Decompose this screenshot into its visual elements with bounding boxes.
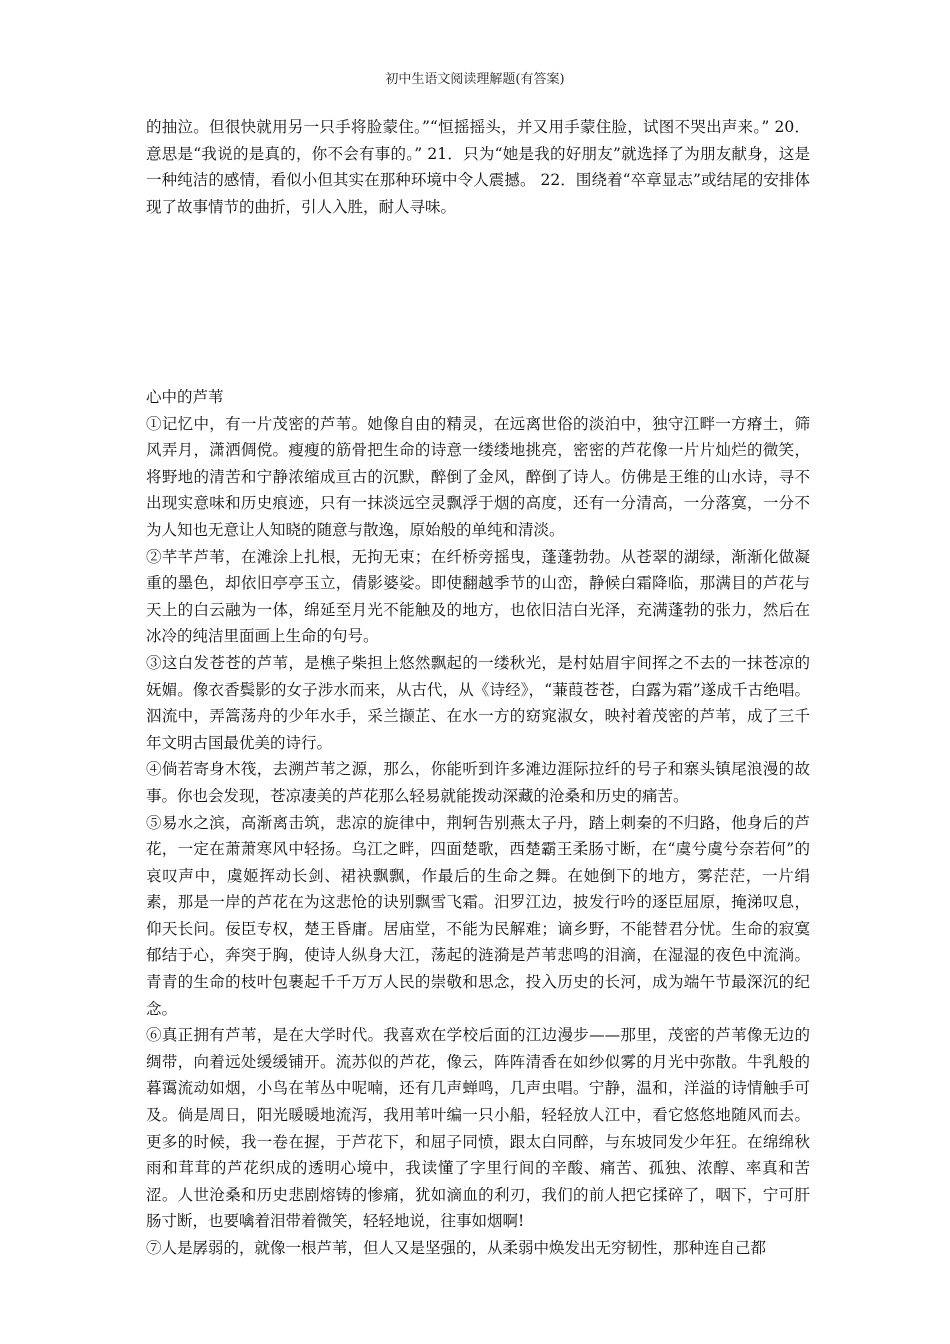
essay-paragraph-4: ④倘若寄身木筏，去溯芦苇之源，那么，你能听到许多滩边涯际拉纤的号子和寨头镇尾浪漫的故事。你也会发现，苍凉凄美的芦花那么轻易就能拨动深藏的沧桑和历史的痛苦。	[146, 760, 810, 805]
answer-section	[146, 114, 810, 220]
essay-paragraph-6: ⑥真正拥有芦苇，是在大学时代。我喜欢在学校后面的江边漫步——那里，茂密的芦苇像无边的绸带，向着远处缓缓铺开。流苏似的芦花，像云，阵阵清香在如纱似雾的月光中弥散。牛乳般的暮霭流动如烟，小鸟在苇丛中呢喃，还有几声蝉鸣，几声虫唱。宁静，温和，洋溢的诗情触手可及。倘是周日，阳光暖暖地流泻，我用苇叶编一只小船，轻轻放人江中，看它悠悠地随风而去。更多的时候，我一卷在握，于芦花下，和屈子同愤，跟太白同醉，与东坡同发少年狂。在绵绵秋雨和茸茸的芦花织成的透明心境中，我读懂了字里行间的辛酸、痛苦、孤独、浓醇、率真和苦涩。人世沧桑和历史悲剧熔铸的惨痛，犹如滴血的利刃，我们的前人把它揉碎了，咽下，宁可肝肠寸断，也要噙着泪带着微笑，轻轻地说，往事如烟啊!	[146, 1026, 810, 1231]
essay-paragraph-5: ⑤易水之滨，高渐离击筑，悲凉的旋律中，荆轲告别燕太子丹，踏上刺秦的不归路，他身后的芦花，一定在萧萧寒风中轻扬。乌江之畔，四面楚歌，西楚霸王柔肠寸断，在“虞兮虞兮奈若何”的哀叹声中，虞姬挥动长剑、裙袂飘飘，作最后的生命之舞。在她倒下的地方，雾茫茫，一片绢素，那是一岸的芦花在为这悲怆的诀别飘雪飞霜。汨罗江边，披发行吟的逐臣屈原，掩涕叹息，仰天长问。佞臣专权，楚王昏庸。居庙堂，不能为民解难；谪乡野，不能替君分忧。生命的寂寞郁结于心，奔突于胸，使诗人纵身大江，荡起的涟漪是芦苇悲鸣的泪滴，在湿湿的夜色中流淌。青青的生命的枝叶包裹起千千万万人民的崇敬和思念，投入历史的长河，成为端午节最深沉的纪念。	[146, 813, 810, 1018]
essay-paragraph-1: ①记忆中，有一片茂密的芦苇。她像自由的精灵，在远离世俗的淡泊中，独守江畔一方瘠土，筛风弄月，潇洒倜傥。瘦瘦的筋骨把生命的诗意一缕缕地挑亮，密密的芦花像一片片灿烂的微笑，将野地的清苦和宁静浓缩成亘古的沉默，醉倒了金风，醉倒了诗人。仿佛是王维的山水诗，寻不出现实意味和历史痕迹，只有一抹淡远空灵飘浮于烟的高度，还有一分清高，一分落寞，一分不为人知也无意让人知晓的随意与散逸，原始般的单纯和清淡。	[146, 414, 810, 539]
answer-paragraph: 的抽泣。但很快就用另一只手将脸蒙住。”“恒摇摇头，并又用手蒙住脸，试图不哭出声来。” 20．意思是“我说的是真的，你不会有事的。” 21．只为“她是我的好朋友”就选择了为朋友献身，这是一种纯洁的感情，看似小但其实在那种环境中令人震撼。 22．围绕着“卒章显志”或结尾的安排体现了故事情节的曲折，引人入胜，耐人寻味。	[146, 118, 810, 216]
essay-paragraph-7: ⑦人是孱弱的，就像一根芦苇，但人又是坚强的，从柔弱中焕发出无穷韧性，那种连自己都	[146, 1239, 767, 1257]
essay-title: 心中的芦苇	[146, 388, 224, 406]
essay-section	[146, 384, 810, 1262]
essay-paragraph-3: ③这白发苍苍的芦苇，是樵子柴担上悠然飘起的一缕秋光，是村姑眉宇间挥之不去的一抹苍凉的妩媚。像衣香鬓影的女子涉水而来，从古代，从《诗经》，“蒹葭苍苍，白露为霜”遂成千古绝唱。泅流中，弄篙荡舟的少年水手，采兰撷芷、在水一方的窈窕淑女，映衬着茂密的芦苇，成了三千年文明古国最优美的诗行。	[146, 653, 810, 752]
essay-paragraph-2: ②芊芊芦苇，在滩涂上扎根，无拘无束；在纤桥旁摇曳，蓬蓬勃勃。从苍翠的湖绿，渐渐化做凝重的墨色，却依旧亭亭玉立，倩影婆娑。即使翻越季节的山峦，静候白霜降临，那满目的芦花与天上的白云融为一体，绵延至月光不能触及的地方，也依旧洁白光泽，充满蓬勃的张力，然后在冰冷的纯洁里面画上生命的句号。	[146, 547, 810, 646]
page-header-title: 初中生语文阅读理解题(有答案)	[385, 72, 565, 87]
